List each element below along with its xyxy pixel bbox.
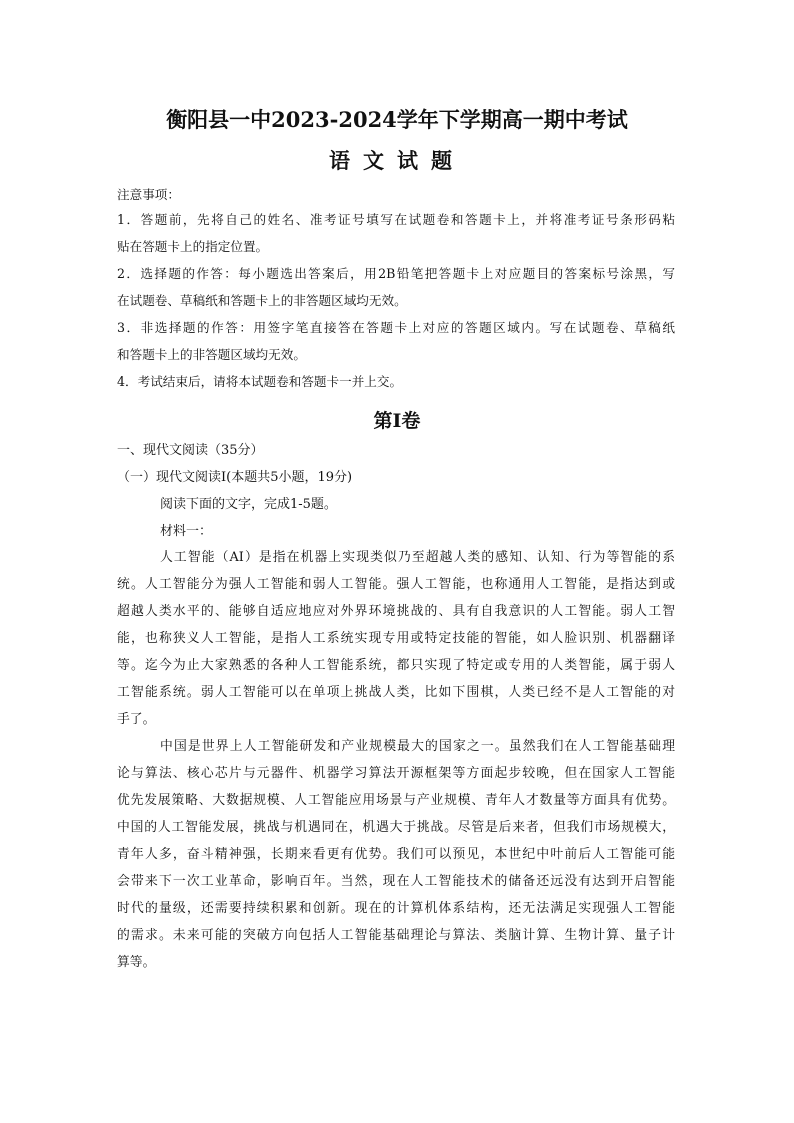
notice-line: 4．考试结束后，请将本试题卷和答题卡一并上交。	[117, 374, 403, 389]
passage-line: 等。迄今为止大家熟悉的各种人工智能系统，都只实现了特定或专用的人类智能，属于弱人	[117, 658, 675, 673]
passage-line: 超越人类水平的、能够自适应地应对外界环境挑战的、具有自我意识的人工智能。弱人工智	[117, 604, 675, 619]
notice-line: 贴在答题卡上的指定位置。	[117, 239, 269, 254]
notice-line: 和答题卡上的非答题区域均无效。	[117, 347, 306, 362]
passage-line: 统。人工智能分为强人工智能和弱人工智能。强人工智能，也称通用人工智能，是指达到或	[117, 577, 675, 592]
passage-line: 算等。	[117, 955, 156, 970]
passage-line: 手了。	[117, 712, 156, 727]
passage-line: 的需求。未来可能的突破方向包括人工智能基础理论与算法、类脑计算、生物计算、量子计	[117, 928, 675, 943]
exam-title: 衡阳县一中2023-2024学年下学期高一期中考试	[166, 107, 628, 132]
passage-line: 论与算法、核心芯片与元器件、机器学习算法开源框架等方面起步较晚，但在国家人工智能	[117, 766, 675, 781]
passage-line: 会带来下一次工业革命，影响百年。当然，现在人工智能技术的储备还远没有达到开启智能	[117, 874, 675, 889]
notice-line: 2．选择题的作答：每小题选出答案后，用2B铅笔把答题卡上对应题目的答案标号涂黑，写	[117, 266, 675, 281]
notice-line: 在试题卷、草稿纸和答题卡上的非答题区域均无效。	[117, 293, 407, 308]
part-subheading: （一）现代文阅读Ⅰ(本题共5小题，19分)	[117, 470, 353, 485]
passage-line: 中国是世界上人工智能研发和产业规模最大的国家之一。虽然我们在人工智能基础理	[160, 739, 675, 754]
notice-line: 1．答题前，先将自己的姓名、准考证号填写在试题卷和答题卡上，并将准考证号条形码粘	[117, 212, 675, 227]
notice-heading: 注意事项：	[117, 187, 180, 202]
passage-line: 优先发展策略、大数据规模、人工智能应用场景与产业规模、青年人才数量等方面具有优势。	[117, 793, 675, 808]
passage-line: 工智能系统。弱人工智能可以在单项上挑战人类，比如下围棋，人类已经不是人工智能的对	[117, 685, 675, 700]
instruction-text: 阅读下面的文字，完成1-5题。	[160, 497, 337, 512]
exam-subtitle: 语文试题	[329, 148, 465, 173]
passage-line: 能，也称狭义人工智能，是指人工系统实现专用或特定技能的智能，如人脸识别、机器翻译	[117, 631, 675, 646]
material-label: 材料一：	[160, 524, 213, 539]
notice-line: 3．非选择题的作答：用签字笔直接答在答题卡上对应的答题区域内。写在试题卷、草稿纸	[117, 320, 675, 335]
passage-line: 青年人多，奋斗精神强，长期来看更有优势。我们可以预见，本世纪中叶前后人工智能可能	[117, 847, 675, 862]
passage-line: 时代的量级，还需要持续积累和创新。现在的计算机体系结构，还无法满足实现强人工智能	[117, 901, 675, 916]
part-heading: 一、现代文阅读（35分）	[117, 443, 264, 458]
passage-line: 人工智能（AI）是指在机器上实现类似乃至超越人类的感知、认知、行为等智能的系	[160, 550, 675, 565]
passage-line: 中国的人工智能发展，挑战与机遇同在，机遇大于挑战。尽管是后来者，但我们市场规模大，	[117, 820, 675, 835]
volume-heading: 第Ⅰ卷	[373, 410, 421, 432]
